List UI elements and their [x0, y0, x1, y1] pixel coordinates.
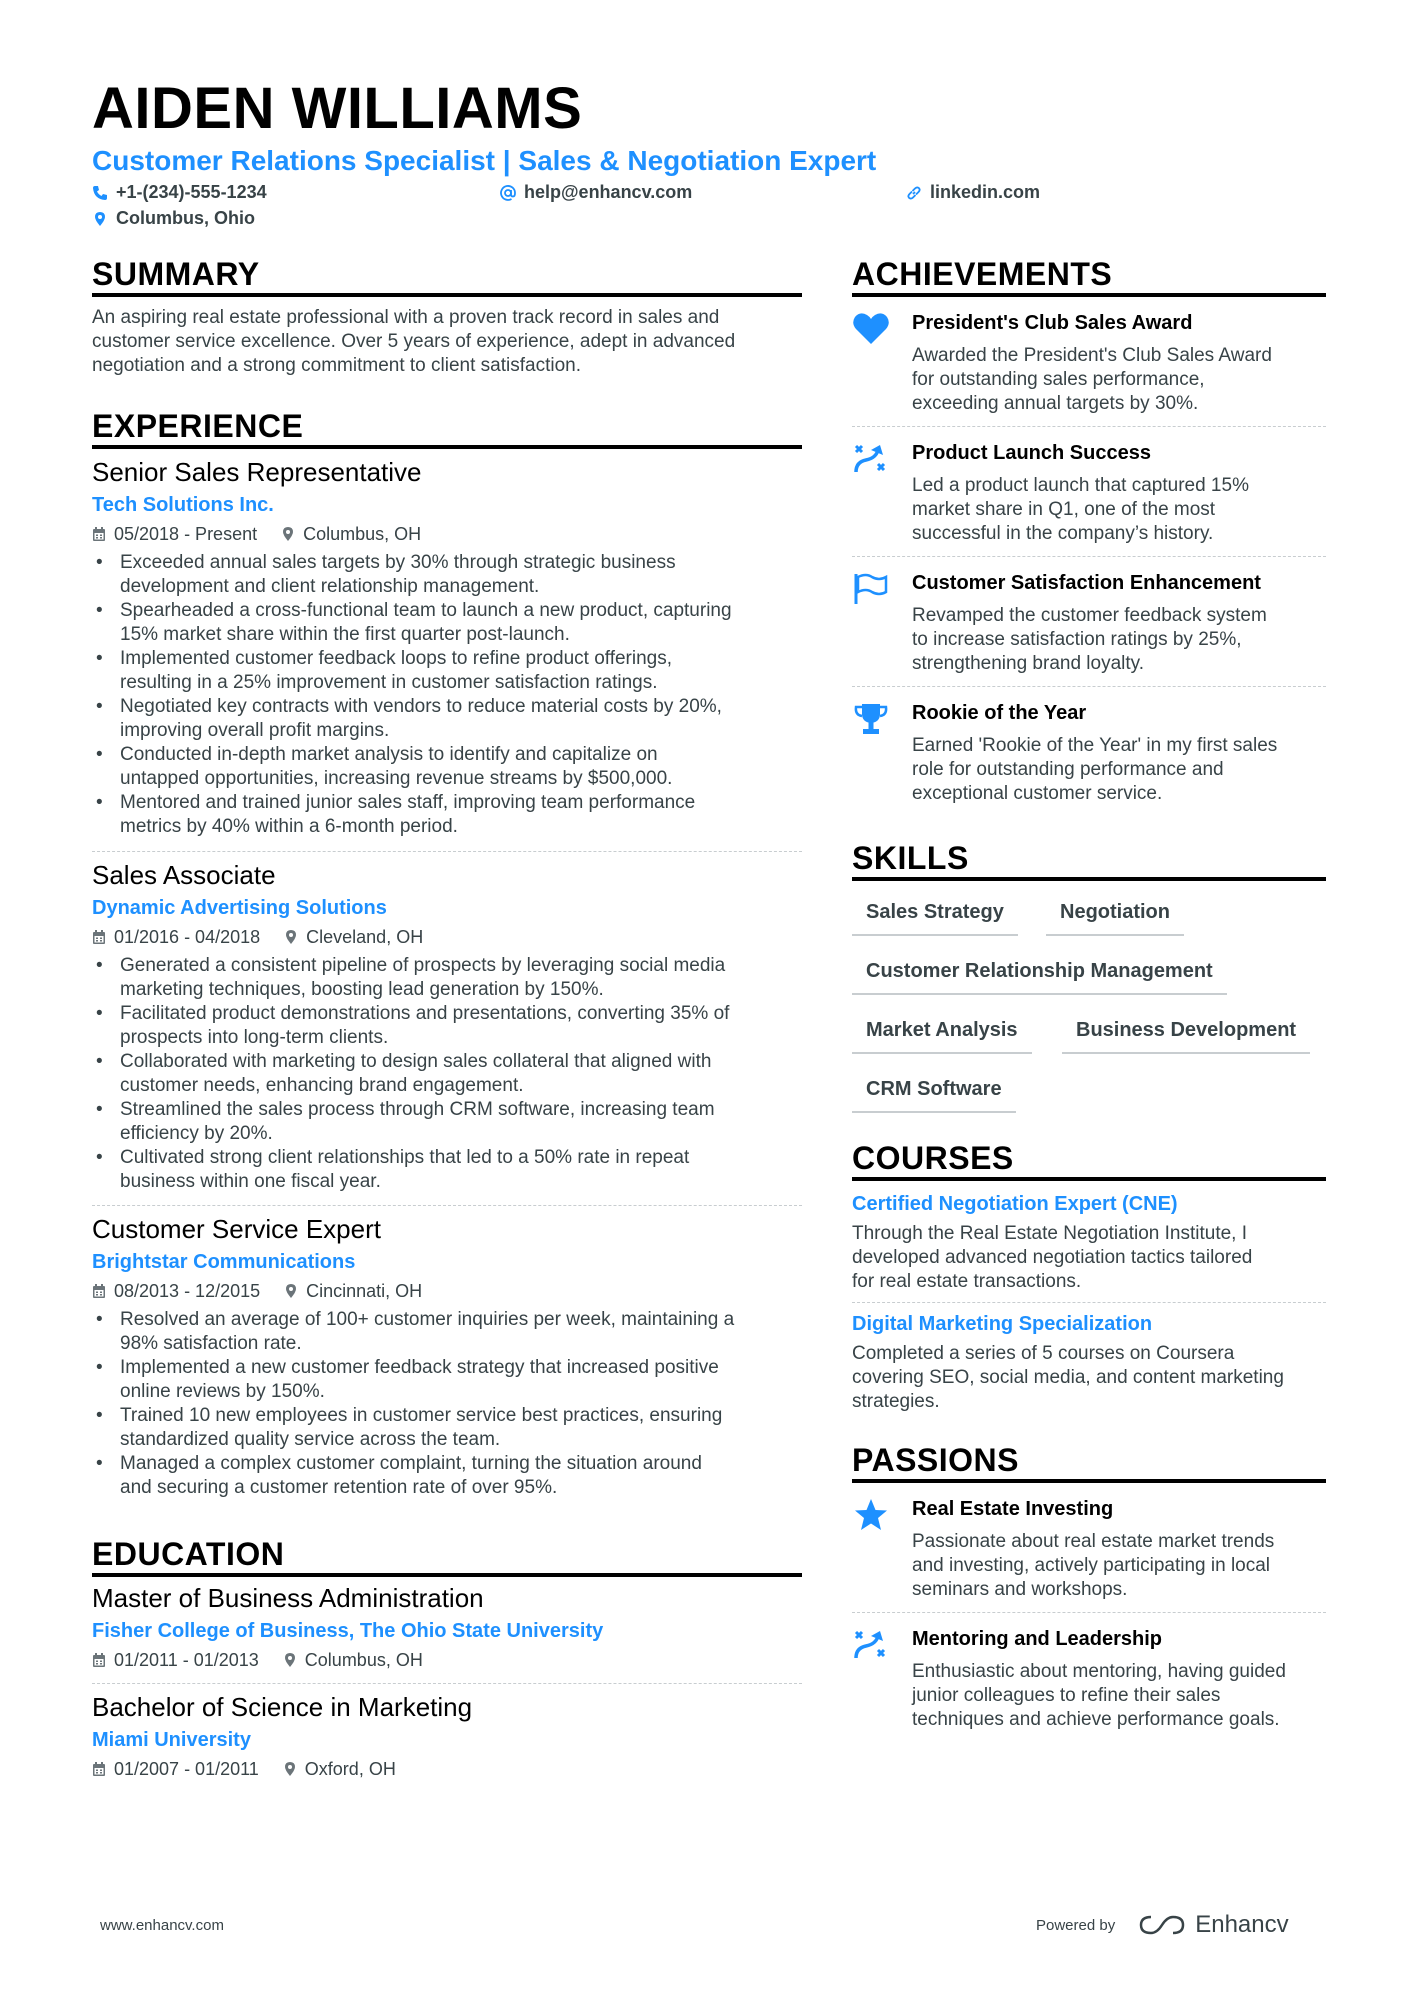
location-pin-icon: [283, 1652, 297, 1668]
bullet-item: • Mentored and trained junior sales staff, improving team performance metrics by 40% within a 6-month period.: [92, 791, 802, 839]
bullet-item: • Implemented a new customer feedback strategy that increased positive online reviews by 150%.: [92, 1356, 802, 1404]
summary-text: [92, 306, 802, 378]
achievement-item: [852, 700, 1326, 806]
entry-divider: [852, 556, 1326, 557]
school-name: Miami University: [92, 1729, 251, 1751]
enhancv-logo-icon: [1139, 1913, 1185, 1937]
job-location-text: Columbus, OH: [303, 524, 422, 544]
achievement-title: Rookie of the Year: [912, 702, 1087, 724]
summary-line: negotiation and a strong commitment to client satisfaction.: [92, 355, 581, 376]
course-desc: Completed a series of 5 courses on Coursera covering SEO, social media, and content marketing strategies.: [852, 1343, 1284, 1412]
heart-icon: [852, 312, 890, 346]
bullet-item: • Conducted in-depth market analysis to identify and capitalize on untapped opportunities, increasing revenue streams by $500,000.: [92, 743, 802, 791]
bullet-item: • Implemented customer feedback loops to refine product offerings, resulting in a 25% improvement in customer satisfaction ratings.: [92, 647, 802, 695]
location-text: Columbus, Ohio: [116, 208, 255, 228]
achievement-desc: Awarded the President's Club Sales Award for outstanding sales performance, exceeding annual targets by 30%.: [912, 345, 1272, 414]
job-bullets: [92, 954, 802, 1194]
candidate-headline: Customer Relations Specialist | Sales & Negotiation Expert: [92, 145, 877, 176]
achievement-desc: Revamped the customer feedback system to increase satisfaction ratings by 25%, strengthening brand loyalty.: [912, 605, 1267, 674]
flag-icon: [852, 572, 890, 606]
education-entry: [92, 1583, 802, 1671]
skill-tag: CRM Software: [852, 1077, 1016, 1113]
job-dates: [92, 1280, 260, 1302]
job-dates-text: 01/2016 - 04/2018: [114, 927, 261, 947]
contact-phone: [92, 182, 267, 203]
job-dates-text: 08/2013 - 12/2015: [114, 1281, 261, 1301]
job-location: [284, 926, 423, 948]
footer-branding: [1036, 1911, 1289, 1939]
job-dates: [92, 926, 260, 948]
passion-desc: Passionate about real estate market trends and investing, actively participating in local seminars and workshops.: [912, 1531, 1275, 1600]
skills-heading: SKILLS: [852, 840, 969, 876]
skill-tag: Market Analysis: [852, 1018, 1032, 1054]
calendar-icon: [92, 526, 106, 542]
achievement-desc: Led a product launch that captured 15% market share in Q1, one of the most successful in the company’s history.: [912, 475, 1249, 544]
brand-name: Enhancv: [1195, 1911, 1289, 1938]
experience-entry: [92, 860, 802, 1194]
passion-desc: Enthusiastic about mentoring, having guided junior colleagues to refine their sales techniques and achieve performance goals.: [912, 1661, 1286, 1730]
location-pin-icon: [284, 1283, 298, 1299]
achievement-item: [852, 440, 1326, 546]
skill-tag: Negotiation: [1046, 900, 1184, 936]
link-icon: [906, 185, 922, 201]
bullet-item: • Spearheaded a cross-functional team to launch a new product, capturing 15% market share within the first quarter post-launch.: [92, 599, 802, 647]
linkedin-text[interactable]: linkedin.com: [930, 182, 1041, 202]
job-title: Customer Service Expert: [92, 1214, 381, 1244]
entry-divider: [852, 426, 1326, 427]
trophy-icon: [852, 702, 890, 736]
education-dates-text: 01/2011 - 01/2013: [114, 1650, 259, 1670]
bullet-item: • Cultivated strong client relationships that led to a 50% rate in repeat business within one fiscal year.: [92, 1146, 802, 1194]
entry-divider: [92, 1205, 802, 1206]
skill-tag: Sales Strategy: [852, 900, 1018, 936]
star-icon: [852, 1498, 890, 1532]
passion-item: [852, 1496, 1326, 1602]
summary-heading: SUMMARY: [92, 256, 260, 292]
job-meta: [92, 926, 802, 948]
education-location-text: Oxford, OH: [304, 1759, 396, 1779]
job-dates: [92, 523, 257, 545]
experience-rule: [92, 445, 802, 449]
location-pin-icon: [281, 526, 295, 542]
course-title: Certified Negotiation Expert (CNE): [852, 1193, 1178, 1215]
summary-line: customer service excellence. Over 5 years of experience, adept in advanced: [92, 331, 736, 352]
calendar-icon: [92, 1283, 106, 1299]
passion-title: Real Estate Investing: [912, 1498, 1114, 1520]
achievement-desc: Earned 'Rookie of the Year' in my first sales role for outstanding performance and exceptional customer service.: [912, 735, 1278, 804]
job-location-text: Cleveland, OH: [306, 927, 424, 947]
degree-title: Master of Business Administration: [92, 1583, 484, 1613]
experience-entry: [92, 1214, 802, 1500]
contact-location: [92, 208, 255, 229]
bullet-item: • Resolved an average of 100+ customer inquiries per week, maintaining a 98% satisfaction rate.: [92, 1308, 802, 1356]
education-heading: EDUCATION: [92, 1536, 285, 1572]
calendar-icon: [92, 929, 106, 945]
job-dates-text: 05/2018 - Present: [114, 524, 258, 544]
location-pin-icon: [284, 929, 298, 945]
education-meta: [92, 1758, 802, 1780]
bullet-item: • Collaborated with marketing to design sales collateral that aligned with customer needs, enhancing brand engagement.: [92, 1050, 802, 1098]
bullet-item: • Managed a complex customer complaint, turning the situation around and securing a customer retention rate of over 95%.: [92, 1452, 802, 1500]
bullet-item: • Trained 10 new employees in customer service best practices, ensuring standardized quality service across the team.: [92, 1404, 802, 1452]
passions-heading: PASSIONS: [852, 1442, 1019, 1478]
contact-linkedin[interactable]: [906, 182, 1040, 203]
company-name: Tech Solutions Inc.: [92, 494, 274, 516]
education-entry: [92, 1692, 802, 1780]
achievement-item: [852, 570, 1326, 676]
education-dates-text: 01/2007 - 01/2011: [114, 1759, 259, 1779]
education-dates: [92, 1758, 259, 1780]
school-name: Fisher College of Business, The Ohio State University: [92, 1620, 604, 1642]
achievements-heading: ACHIEVEMENTS: [852, 256, 1113, 292]
passions-rule: [852, 1479, 1326, 1483]
education-location: [283, 1758, 396, 1780]
entry-divider: [852, 1302, 1326, 1303]
education-meta: [92, 1649, 802, 1671]
phone-icon: [92, 185, 108, 201]
achievement-title: Product Launch Success: [912, 442, 1151, 464]
job-bullets: [92, 1308, 802, 1500]
calendar-icon: [92, 1652, 106, 1668]
passion-title: Mentoring and Leadership: [912, 1628, 1163, 1650]
course-desc: Through the Real Estate Negotiation Institute, I developed advanced negotiation tactics tailored for real estate transactions.: [852, 1223, 1253, 1292]
education-location-text: Columbus, OH: [304, 1650, 423, 1670]
strategy-icon: [852, 1628, 890, 1662]
skill-tag: Customer Relationship Management: [852, 959, 1227, 995]
contact-email[interactable]: [500, 182, 692, 203]
courses-heading: COURSES: [852, 1140, 1014, 1176]
enhancv-logo[interactable]: [1139, 1911, 1288, 1939]
phone-text: +1-(234)-555-1234: [116, 182, 267, 202]
job-title: Sales Associate: [92, 860, 276, 890]
job-meta: [92, 1280, 802, 1302]
job-title: Senior Sales Representative: [92, 457, 422, 487]
achievement-title: Customer Satisfaction Enhancement: [912, 572, 1261, 594]
bullet-item: • Exceeded annual sales targets by 30% through strategic business development and client relationship management.: [92, 551, 802, 599]
achievement-title: President's Club Sales Award: [912, 312, 1193, 334]
calendar-icon: [92, 1761, 106, 1777]
education-location: [283, 1649, 423, 1671]
footer-website[interactable]: www.enhancv.com: [100, 1917, 224, 1934]
company-name: Dynamic Advertising Solutions: [92, 897, 387, 919]
summary-rule: [92, 293, 802, 297]
bullet-item: • Streamlined the sales process through CRM software, increasing team efficiency by 20%.: [92, 1098, 802, 1146]
location-pin-icon: [92, 211, 108, 227]
courses-rule: [852, 1177, 1326, 1181]
location-pin-icon: [283, 1761, 297, 1777]
company-name: Brightstar Communications: [92, 1251, 356, 1273]
experience-entry: [92, 457, 802, 839]
entry-divider: [92, 1683, 802, 1684]
passion-item: [852, 1626, 1326, 1732]
entry-divider: [852, 686, 1326, 687]
bullet-item: • Negotiated key contracts with vendors to reduce material costs by 20%, improving overall profit margins.: [92, 695, 802, 743]
entry-divider: [852, 1612, 1326, 1613]
candidate-name: AIDEN WILLIAMS: [92, 76, 583, 141]
experience-heading: EXPERIENCE: [92, 408, 304, 444]
skill-tag: Business Development: [1062, 1018, 1310, 1054]
job-location: [281, 523, 421, 545]
education-rule: [92, 1573, 802, 1577]
job-location-text: Cincinnati, OH: [306, 1281, 423, 1301]
strategy-icon: [852, 442, 890, 476]
degree-title: Bachelor of Science in Marketing: [92, 1692, 473, 1722]
achievements-rule: [852, 293, 1326, 297]
job-location: [284, 1280, 422, 1302]
bullet-item: • Facilitated product demonstrations and presentations, converting 35% of prospects into long-term clients.: [92, 1002, 802, 1050]
skills-rule: [852, 877, 1326, 881]
email-text[interactable]: help@enhancv.com: [524, 182, 693, 202]
education-dates: [92, 1649, 259, 1671]
job-meta: [92, 523, 802, 545]
at-icon: [500, 185, 516, 201]
achievement-item: [852, 310, 1326, 416]
powered-by-label: Powered by: [1036, 1916, 1116, 1934]
summary-line: An aspiring real estate professional with a proven track record in sales and: [92, 307, 720, 328]
bullet-item: • Generated a consistent pipeline of prospects by leveraging social media marketing techniques, boosting lead generation by 150%.: [92, 954, 802, 1002]
entry-divider: [92, 851, 802, 852]
course-title: Digital Marketing Specialization: [852, 1313, 1153, 1335]
job-bullets: [92, 551, 802, 839]
